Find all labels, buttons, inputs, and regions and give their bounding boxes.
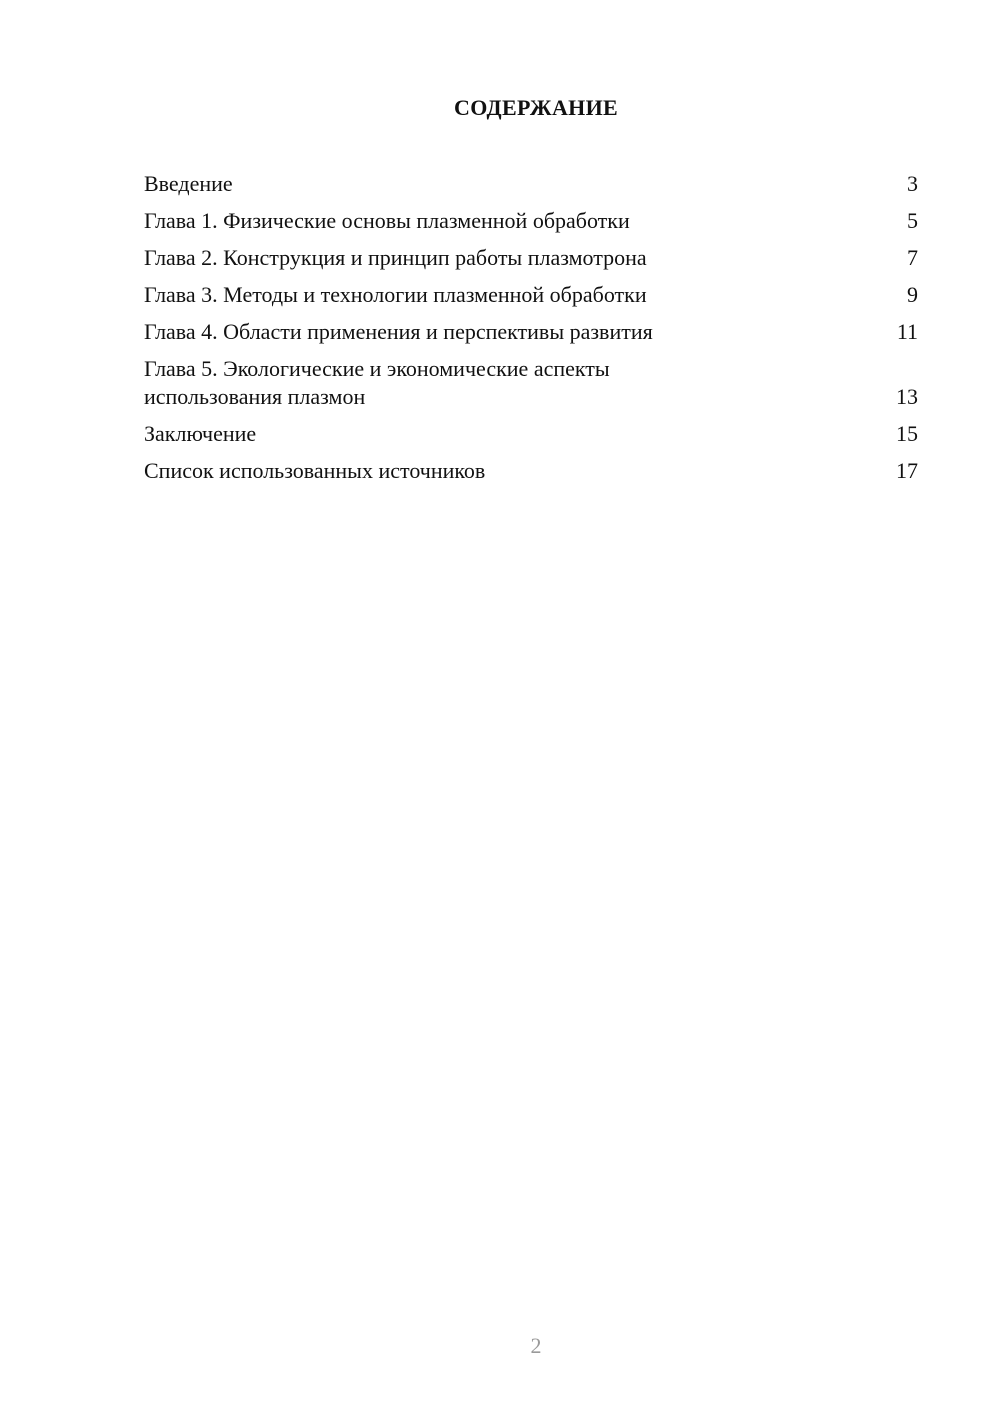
toc-entry-references <box>144 457 918 485</box>
toc-entry-chapter-3 <box>144 281 918 309</box>
toc-entry-chapter-5 <box>144 355 918 411</box>
page-number: 2 <box>530 1333 542 1358</box>
toc-entry-label: Введение <box>144 171 233 196</box>
toc-entry-page: 17 <box>896 458 918 483</box>
toc-entry-conclusion <box>144 420 918 448</box>
toc-entry-page: 7 <box>907 245 918 270</box>
toc-entry-introduction <box>144 170 918 198</box>
toc-entry-label: Глава 1. Физические основы плазменной обработки <box>144 208 630 233</box>
toc-entry-page: 13 <box>896 384 918 409</box>
toc-entry-label: Глава 4. Области применения и перспективы развития <box>144 319 653 344</box>
toc-entry-page: 9 <box>907 282 918 307</box>
toc-entry-page: 5 <box>907 208 918 233</box>
toc-entry-chapter-2 <box>144 244 918 272</box>
toc-entry-label: Заключение <box>144 421 257 446</box>
toc-entry-page: 3 <box>907 171 918 196</box>
table-of-contents <box>144 170 918 494</box>
toc-entry-chapter-4 <box>144 318 918 346</box>
toc-entry-page: 15 <box>896 421 918 446</box>
toc-entry-label: Глава 2. Конструкция и принцип работы плазмотрона <box>144 245 647 270</box>
toc-entry-label: Глава 5. Экологические и экономические аспекты использования плазмон <box>144 356 610 409</box>
toc-entry-chapter-1 <box>144 207 918 235</box>
toc-entry-label: Глава 3. Методы и технологии плазменной обработки <box>144 282 647 307</box>
toc-entry-label: Список использованных источников <box>144 458 486 483</box>
toc-entry-page: 11 <box>896 319 918 344</box>
toc-title: СОДЕРЖАНИЕ <box>454 95 618 120</box>
